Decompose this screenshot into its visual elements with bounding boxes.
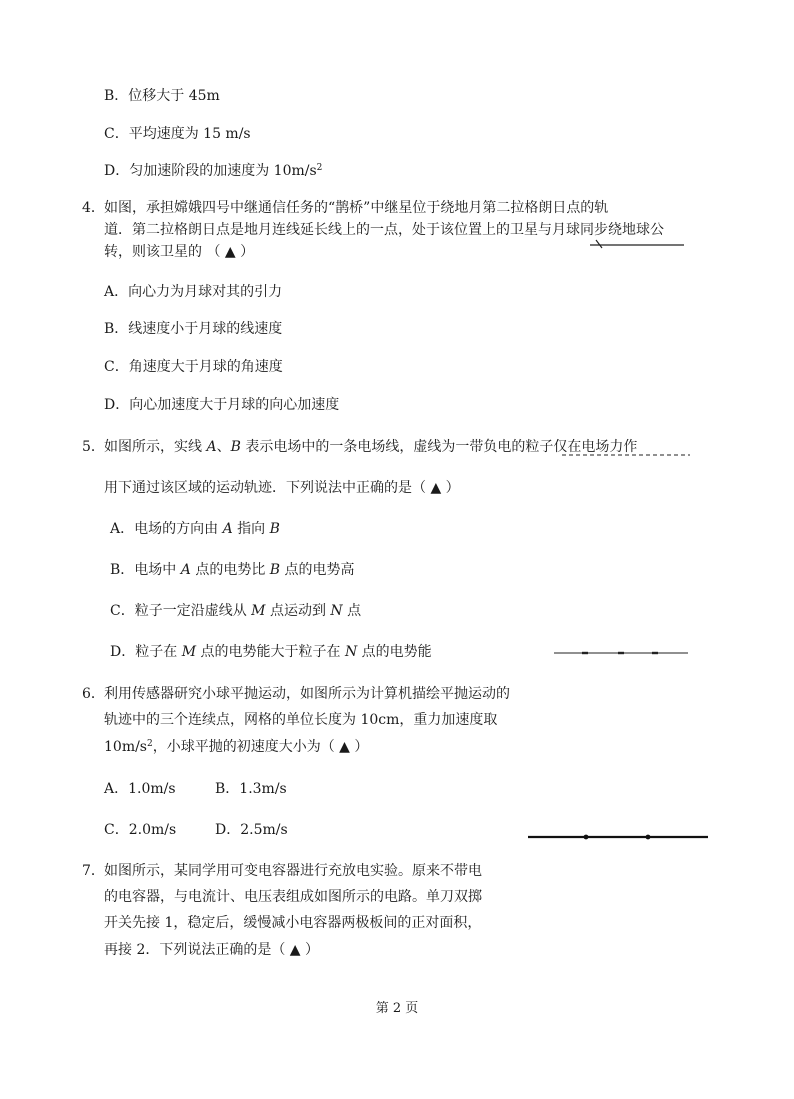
q5-option-d [110, 643, 432, 661]
q5-option-b-pre: B．电场中 [110, 562, 181, 578]
q3-option-d-text: D．匀加速阶段的加速度为 10m/s [104, 163, 317, 179]
q5-field-line-fragment [552, 648, 690, 658]
q4-number: 4． [82, 200, 105, 216]
q7-stem-line4: 再接 2．下列说法正确的是（ ▲ ） [104, 942, 320, 958]
q5-stem-line1 [82, 438, 637, 456]
q5-option-b-post: 点的电势高 [280, 562, 355, 578]
q6-line3-sup: 2 [147, 739, 153, 749]
q4-option-a: A．向心力为月球对其的引力 [104, 284, 283, 300]
q6-line3-pre: 10m/s [104, 739, 147, 755]
q7-stem-line3: 开关先接 1，稳定后，缓慢减小电容器两极板间的正对面积， [104, 915, 482, 931]
q5-option-d-pre: D．粒子在 [110, 644, 182, 660]
q5-option-a-a: A [222, 521, 233, 537]
q4-figure-tick [596, 240, 602, 248]
q5-option-d-n: N [344, 644, 358, 660]
q5-option-c-mid: 点运动到 [265, 603, 331, 619]
q5-option-a-b: B [269, 521, 280, 537]
q4-stem-line3: 转，则该卫星的 （ ▲ ） [104, 244, 255, 260]
q6-number: 6． [82, 686, 105, 702]
q5-line1-pre: 如图所示，实线 [104, 439, 207, 455]
q3-option-d [104, 162, 322, 180]
q5-line1-post: 表示电场中的一条电场线，虚线为一带负电的粒子仅在电场力作 [240, 439, 638, 455]
q3-option-c: C．平均速度为 15 m/s [104, 126, 251, 142]
q5-option-c [110, 602, 361, 620]
q6-option-c: C．2.0m/s [104, 822, 177, 838]
q6-option-b: B．1.3m/s [215, 781, 287, 797]
q4-stem-line1 [82, 199, 608, 217]
q5-option-a-mid: 指向 [232, 521, 270, 537]
q6-option-d: D．2.5m/s [215, 822, 288, 838]
q5-option-c-pre: C．粒子一定沿虚线从 [110, 603, 252, 619]
q5-line1-sep: 、 [216, 439, 231, 455]
q5-option-c-m: M [251, 603, 266, 619]
q5-line1-b: B [230, 439, 241, 455]
q5-option-d-post: 点的电势能 [357, 644, 432, 660]
q5-line1-a: A [206, 439, 217, 455]
q5-option-b [110, 561, 355, 579]
q5-option-c-post: 点 [342, 603, 362, 619]
q7-number: 7． [82, 863, 105, 879]
q6-figure-fragment [526, 832, 710, 842]
q5-option-d-m: M [181, 644, 197, 660]
q3-option-d-sup: 2 [316, 163, 323, 173]
q5-option-b-b: B [269, 562, 281, 578]
q4-line1-text: 如图，承担嫦娥四号中继通信任务的“鹊桥”中继星位于绕地月第二拉格朗日点的轨 [104, 200, 609, 216]
q7-stem-line2: 的电容器，与电流计、电压表组成如图所示的电路。单刀双掷 [104, 889, 482, 905]
q4-figure-fragment [588, 238, 688, 252]
q5-stem-line2: 用下通过该区域的运动轨迹．下列说法中正确的是（ ▲ ） [104, 480, 460, 496]
q6-stem-line2: 轨迹中的三个连续点，网格的单位长度为 10cm，重力加速度取 [104, 712, 498, 728]
q4-option-c: C．角速度大于月球的角速度 [104, 359, 283, 375]
q7-line1-text: 如图所示，某同学用可变电容器进行充放电实验。原来不带电 [104, 863, 482, 879]
q4-option-b: B．线速度小于月球的线速度 [104, 321, 283, 337]
q3-option-b: B．位移大于 45m [104, 88, 220, 104]
q5-figure-fragment [560, 450, 692, 460]
q5-option-b-a: A [180, 562, 191, 578]
q6-point-1 [584, 835, 589, 840]
q5-option-a [110, 520, 280, 538]
q5-option-d-mid: 点的电势能大于粒子在 [196, 644, 345, 660]
q6-stem-line1 [82, 685, 510, 703]
q7-stem-line1 [82, 862, 482, 880]
q4-option-d: D．向心加速度大于月球的向心加速度 [104, 397, 340, 413]
page-number: 第 2 页 [375, 1001, 419, 1016]
q5-option-a-pre: A．电场的方向由 [110, 521, 223, 537]
q6-point-2 [646, 835, 651, 840]
q6-option-a: A．1.0m/s [104, 781, 176, 797]
q5-option-c-n: N [330, 603, 343, 619]
q5-number: 5． [82, 439, 105, 455]
q5-option-b-mid: 点的电势比 [190, 562, 270, 578]
q6-stem-line3 [104, 738, 368, 756]
q6-line3-post: ，小球平抛的初速度大小为（ ▲ ） [152, 739, 369, 755]
q4-stem-line2: 道．第二拉格朗日点是地月连线延长线上的一点，处于该位置上的卫星与月球同步绕地球公 [104, 222, 664, 238]
q6-line1-text: 利用传感器研究小球平抛运动，如图所示为计算机描绘平抛运动的 [104, 686, 510, 702]
